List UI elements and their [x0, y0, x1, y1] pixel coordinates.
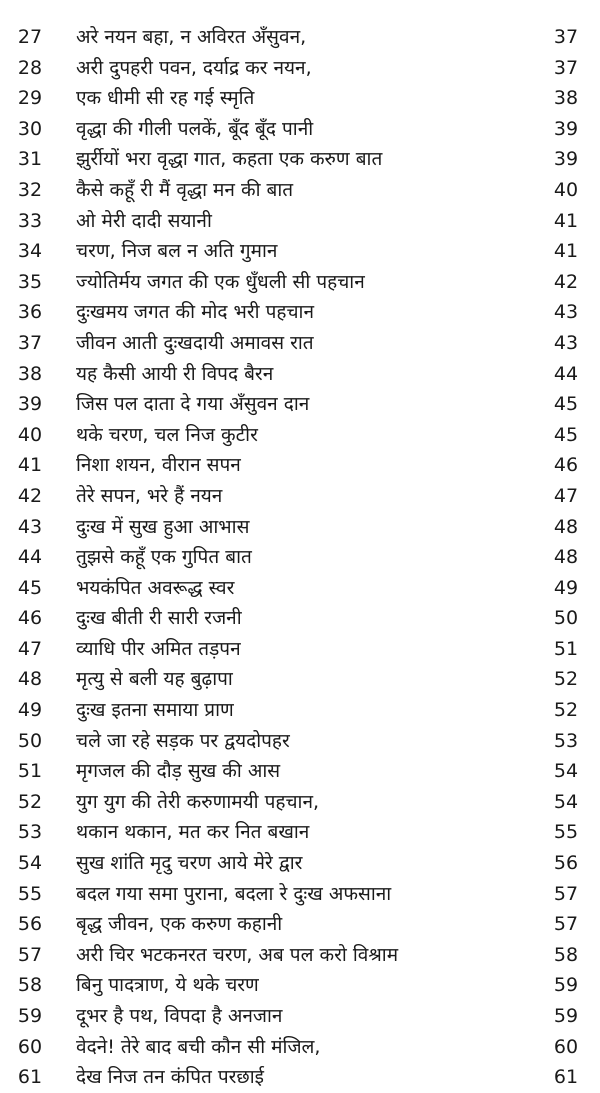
entry-title: यह कैसी आयी री विपद बैरन	[76, 362, 274, 385]
entry-page-number: 44	[553, 362, 579, 385]
toc-entry	[0, 389, 600, 420]
entry-number: 41	[17, 454, 43, 477]
entry-number: 58	[17, 974, 43, 997]
entry-page-number: 49	[553, 576, 579, 599]
entry-number: 42	[17, 484, 43, 507]
entry-page-number: 57	[553, 913, 579, 936]
entry-page-number: 42	[553, 270, 579, 293]
entry-page-number: 45	[553, 393, 579, 416]
toc-entry	[0, 940, 600, 971]
entry-number: 53	[17, 821, 43, 844]
entry-title: निशा शयन, वीरान सपन	[76, 454, 241, 477]
toc-entry	[0, 970, 600, 1001]
entry-page-number: 54	[553, 760, 579, 783]
entry-page-number: 58	[553, 943, 579, 966]
entry-page-number: 50	[553, 607, 579, 630]
toc-entry	[0, 1062, 600, 1093]
entry-title: थकान थकान, मत कर नित बखान	[76, 821, 310, 844]
entry-number: 28	[17, 56, 43, 79]
entry-page-number: 56	[553, 852, 579, 875]
toc-entry	[0, 236, 600, 267]
entry-number: 37	[17, 331, 43, 354]
entry-number: 59	[17, 1005, 43, 1027]
entry-title: चरण, निज बल न अति गुमान	[76, 240, 278, 263]
entry-page-number: 48	[553, 546, 579, 569]
entry-number: 32	[17, 178, 43, 201]
entry-number: 44	[17, 546, 43, 569]
entry-title: थके चरण, चल निज कुटीर	[76, 423, 258, 446]
entry-number: 43	[17, 515, 43, 538]
toc-entry	[0, 481, 600, 512]
entry-title: दुःखमय जगत की मोद भरी पहचान	[76, 301, 315, 324]
toc-entry	[0, 450, 600, 481]
entry-number: 45	[17, 576, 43, 599]
toc-entry	[0, 206, 600, 237]
entry-title: जिस पल दाता दे गया अँसुवन दान	[76, 393, 310, 416]
entry-title: एक धीमी सी रह गई स्मृति	[76, 87, 255, 110]
toc-entry	[0, 328, 600, 359]
entry-title: मृत्यु से बली यह बुढ़ापा	[76, 668, 233, 691]
toc-entry	[0, 695, 600, 726]
entry-page-number: 48	[553, 515, 579, 538]
entry-title: अरी दुपहरी पवन, दर्याद्र कर नयन,	[76, 56, 312, 79]
entry-page-number: 59	[553, 974, 579, 997]
toc-entry	[0, 787, 600, 818]
entry-page-number: 54	[553, 790, 579, 813]
entry-page-number: 61	[553, 1066, 579, 1089]
entry-page-number: 60	[553, 1035, 579, 1058]
entry-title: भयकंपित अवरूद्ध स्वर	[76, 576, 235, 599]
entry-number: 49	[17, 699, 43, 722]
entry-title: वृद्धा की गीली पलकें, बूँद बूँद पानी	[76, 117, 314, 140]
entry-title: वेदने! तेरे बाद बची कौन सी मंजिल,	[76, 1035, 321, 1058]
toc-entry	[0, 634, 600, 665]
entry-number: 29	[17, 87, 43, 110]
entry-title: दुःख में सुख हुआ आभास	[76, 515, 250, 538]
entry-page-number: 43	[553, 331, 579, 354]
toc-entry	[0, 144, 600, 175]
entry-title: ज्योतिर्मय जगत की एक धुँधली सी पहचान	[76, 270, 365, 293]
toc-entry	[0, 879, 600, 910]
entry-number: 61	[17, 1066, 43, 1089]
entry-title: व्याधि पीर अमित तड़पन	[76, 637, 241, 660]
entry-number: 38	[17, 362, 43, 385]
entry-title: ओ मेरी दादी सयानी	[76, 209, 212, 232]
entry-number: 52	[17, 790, 43, 813]
entry-page-number: 39	[553, 148, 579, 171]
entry-title: मृगजल की दौड़ सुख की आस	[76, 760, 281, 783]
entry-number: 57	[17, 943, 43, 966]
entry-title: सुख शांति मृदु चरण आये मेरे द्वार	[76, 852, 303, 875]
entry-title: दुःख बीती री सारी रजनी	[76, 607, 242, 630]
toc-entry	[0, 22, 600, 53]
entry-page-number: 51	[553, 637, 579, 660]
entry-page-number: 40	[553, 178, 579, 201]
entry-number: 51	[17, 760, 43, 783]
toc-entry	[0, 267, 600, 298]
entry-title: चले जा रहे सड़क पर द्वयदोपहर	[76, 729, 290, 752]
entry-page-number: 45	[553, 423, 579, 446]
entry-number: 30	[17, 117, 43, 140]
entry-number: 39	[17, 393, 43, 416]
toc-entry	[0, 1032, 600, 1063]
entry-title: झुर्रीयों भरा वृद्धा गात, कहता एक करुण बात	[76, 148, 383, 171]
entry-page-number: 37	[553, 56, 579, 79]
entry-title: अरी चिर भटकनरत चरण, अब पल करो विश्राम	[76, 943, 399, 966]
entry-title: बृद्ध जीवन, एक करुण कहानी	[76, 913, 283, 936]
toc-entry	[0, 512, 600, 543]
entry-number: 48	[17, 668, 43, 691]
entry-title: तेरे सपन, भरे हैं नयन	[76, 484, 223, 507]
toc-entry	[0, 175, 600, 206]
entry-title: दूभर है पथ, विपदा है अनजान	[76, 1005, 283, 1027]
toc-entry	[0, 359, 600, 390]
toc-entry	[0, 420, 600, 451]
entry-title: कैसे कहूँ री मैं वृद्धा मन की बात	[76, 178, 294, 201]
toc-entry	[0, 1001, 600, 1032]
entry-number: 47	[17, 637, 43, 660]
entry-number: 34	[17, 240, 43, 263]
entry-title: अरे नयन बहा, न अविरत अँसुवन,	[76, 26, 307, 48]
entry-title: युग युग की तेरी करुणामयी पहचान,	[76, 790, 320, 813]
entry-number: 40	[17, 423, 43, 446]
entry-title: तुझसे कहूँ एक गुपित बात	[76, 546, 252, 569]
entry-title: बदल गया समा पुराना, बदला रे दुःख अफसाना	[76, 882, 392, 905]
entry-page-number: 47	[553, 484, 579, 507]
toc-entry	[0, 848, 600, 879]
toc-entry	[0, 817, 600, 848]
toc-entry	[0, 909, 600, 940]
entry-number: 55	[17, 882, 43, 905]
entry-page-number: 55	[553, 821, 579, 844]
toc-entry	[0, 53, 600, 84]
toc-entry	[0, 726, 600, 757]
entry-page-number: 43	[553, 301, 579, 324]
toc-entry	[0, 603, 600, 634]
entry-number: 31	[17, 148, 43, 171]
entry-page-number: 52	[553, 699, 579, 722]
entry-page-number: 39	[553, 117, 579, 140]
entry-title: बिनु पादत्राण, ये थके चरण	[76, 974, 259, 997]
toc-entry	[0, 756, 600, 787]
toc-entry	[0, 573, 600, 604]
entry-number: 54	[17, 852, 43, 875]
toc-entry	[0, 542, 600, 573]
entry-page-number: 57	[553, 882, 579, 905]
entry-page-number: 41	[553, 240, 579, 263]
entry-title: दुःख इतना समाया प्राण	[76, 699, 234, 722]
entry-page-number: 46	[553, 454, 579, 477]
entry-page-number: 41	[553, 209, 579, 232]
entry-number: 35	[17, 270, 43, 293]
entry-number: 50	[17, 729, 43, 752]
toc-entry	[0, 664, 600, 695]
entry-number: 46	[17, 607, 43, 630]
entry-title: देख निज तन कंपित परछाई	[76, 1066, 264, 1089]
table-of-contents	[0, 22, 600, 1093]
entry-number: 27	[17, 26, 43, 48]
entry-number: 36	[17, 301, 43, 324]
entry-page-number: 59	[553, 1005, 579, 1027]
toc-entry	[0, 114, 600, 145]
entry-page-number: 53	[553, 729, 579, 752]
entry-page-number: 37	[553, 26, 579, 48]
entry-number: 56	[17, 913, 43, 936]
toc-entry	[0, 83, 600, 114]
entry-title: जीवन आती दुःखदायी अमावस रात	[76, 331, 314, 354]
entry-page-number: 38	[553, 87, 579, 110]
entry-number: 33	[17, 209, 43, 232]
toc-entry	[0, 297, 600, 328]
entry-number: 60	[17, 1035, 43, 1058]
entry-page-number: 52	[553, 668, 579, 691]
